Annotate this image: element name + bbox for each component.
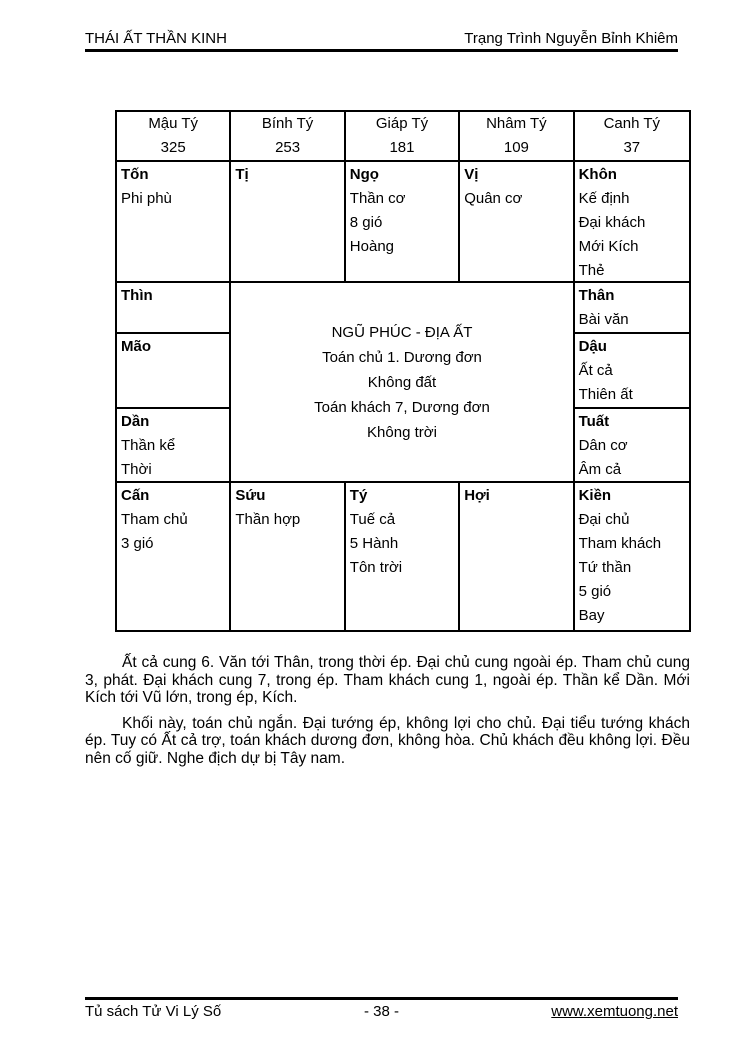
cell-dan bbox=[117, 409, 231, 483]
cell-title: Dần bbox=[121, 413, 150, 430]
cell-line: Quân cơ bbox=[464, 190, 523, 207]
thai-at-chart-table bbox=[115, 110, 691, 632]
cell-line: Thần kể bbox=[121, 437, 176, 454]
cell-ti bbox=[231, 162, 345, 283]
book-title: THÁI ẤT THẦN KINH bbox=[85, 30, 227, 47]
cell-line: Thiên ất bbox=[578, 386, 633, 403]
cell-line: Bài văn bbox=[578, 311, 629, 328]
cell-line: 3 gió bbox=[121, 535, 154, 552]
cell-line: Bay bbox=[578, 607, 605, 624]
commentary-section bbox=[85, 654, 690, 775]
cell-line: Đại chủ bbox=[578, 511, 630, 528]
cell-title: Ngọ bbox=[349, 166, 379, 183]
commentary-paragraph-1: Ất cả cung 6. Văn tới Thân, trong thời ép. Đại chủ cung ngoài ép. Tham chủ cung 3, phát. Đại khách cung 7, trong ép. Tham khách cung 1, ngoài ép. Thần kể Dần. Mới Kích tới Vũ lớn, trong ép, Kích. bbox=[85, 654, 690, 706]
cell-line: Tham chủ bbox=[121, 511, 188, 528]
page-footer bbox=[85, 1003, 678, 1021]
cell-ton bbox=[117, 162, 231, 283]
cell-title: Mão bbox=[121, 338, 151, 355]
year-value: 109 bbox=[503, 139, 529, 156]
cell-line: Thần cơ bbox=[349, 190, 406, 207]
cell-kien bbox=[575, 483, 689, 630]
year-cell-mau-ty bbox=[117, 112, 231, 162]
cell-line: 5 Hành bbox=[349, 535, 399, 552]
cell-line: Tuế cả bbox=[349, 511, 396, 528]
year-name: Canh Tý bbox=[603, 115, 660, 132]
cell-hoi bbox=[460, 483, 574, 630]
cell-line: Đại khách bbox=[578, 214, 646, 231]
cell-title: Khôn bbox=[578, 166, 617, 183]
cell-line: Thời bbox=[121, 461, 152, 478]
footer-series-title: Tủ sách Tử Vi Lý Số bbox=[85, 1003, 222, 1020]
year-cell-binh-ty bbox=[231, 112, 345, 162]
year-name: Giáp Tý bbox=[375, 115, 429, 132]
cell-vi bbox=[460, 162, 574, 283]
cell-line: Thần hợp bbox=[235, 511, 301, 528]
cell-title: Tuất bbox=[578, 413, 610, 430]
cell-line: Mới Kích bbox=[578, 238, 639, 255]
author-name: Trạng Trình Nguyễn Bỉnh Khiêm bbox=[464, 30, 678, 47]
commentary-paragraph-2: Khối này, toán chủ ngắn. Đại tướng ép, không lợi cho chủ. Đại tiểu tướng khách ép. Tuy có Ất cả trợ, toán khách dương đơn, không hòa. Chủ khách đều không lợi. Đều nên cố giữ. Nghe địch dự bị Tây nam. bbox=[85, 714, 690, 767]
cell-line: Ất cả bbox=[578, 362, 613, 379]
cell-line: 8 gió bbox=[349, 214, 383, 231]
cell-tuat bbox=[575, 409, 689, 483]
center-line: Toán chủ 1. Dương đơn bbox=[322, 348, 482, 366]
cell-ngo bbox=[346, 162, 460, 283]
cell-title: Dậu bbox=[578, 338, 607, 355]
cell-line: Dân cơ bbox=[578, 437, 628, 454]
year-value: 253 bbox=[275, 139, 301, 156]
cell-suu bbox=[231, 483, 345, 630]
cell-title: Hợi bbox=[464, 487, 490, 504]
cell-line: Hoàng bbox=[349, 238, 394, 255]
cell-khon bbox=[575, 162, 689, 283]
cell-line: Phi phù bbox=[121, 190, 172, 207]
year-cell-canh-ty bbox=[575, 112, 689, 162]
cell-can bbox=[117, 483, 231, 630]
year-value: 181 bbox=[389, 139, 415, 156]
cell-title: Vị bbox=[464, 166, 479, 183]
cell-dau bbox=[575, 334, 689, 409]
page-header bbox=[85, 30, 678, 48]
year-value: 37 bbox=[623, 139, 641, 156]
cell-title: Tý bbox=[349, 487, 368, 504]
cell-ty bbox=[346, 483, 460, 630]
center-title: NGŨ PHÚC - ĐỊA ẤT bbox=[331, 323, 473, 341]
cell-mao bbox=[117, 334, 231, 409]
cell-line: Kế định bbox=[578, 190, 630, 207]
year-cell-nham-ty bbox=[460, 112, 574, 162]
footer-rule bbox=[85, 997, 678, 1000]
year-cell-giap-ty bbox=[346, 112, 460, 162]
cell-ngu-phuc-center bbox=[231, 283, 574, 483]
cell-than bbox=[575, 283, 689, 334]
website-link[interactable]: www.xemtuong.net bbox=[551, 1003, 678, 1020]
center-line: Toán khách 7, Dương đơn bbox=[314, 398, 490, 416]
cell-title: Tốn bbox=[121, 166, 149, 183]
cell-thin bbox=[117, 283, 231, 334]
cell-title: Kiền bbox=[578, 487, 612, 504]
cell-title: Thân bbox=[578, 287, 615, 304]
cell-title: Sứu bbox=[235, 487, 266, 504]
year-value: 325 bbox=[160, 139, 186, 156]
cell-line: Tôn trời bbox=[349, 559, 403, 576]
cell-title: Tị bbox=[235, 166, 249, 183]
cell-line: Thẻ bbox=[578, 262, 605, 279]
year-name: Nhâm Tý bbox=[486, 115, 547, 132]
cell-title: Cấn bbox=[121, 487, 150, 504]
page-number: - 38 - bbox=[363, 1003, 399, 1020]
cell-line: Tứ thần bbox=[578, 559, 632, 576]
header-rule bbox=[85, 49, 678, 52]
center-line: Không đất bbox=[367, 373, 437, 391]
year-name: Mậu Tý bbox=[148, 115, 199, 132]
cell-line: Âm cả bbox=[578, 461, 622, 478]
cell-title: Thìn bbox=[121, 287, 153, 304]
cell-line: Tham khách bbox=[578, 535, 662, 552]
center-line: Không trời bbox=[367, 423, 437, 441]
cell-line: 5 gió bbox=[578, 583, 612, 600]
year-name: Bính Tý bbox=[261, 115, 314, 132]
